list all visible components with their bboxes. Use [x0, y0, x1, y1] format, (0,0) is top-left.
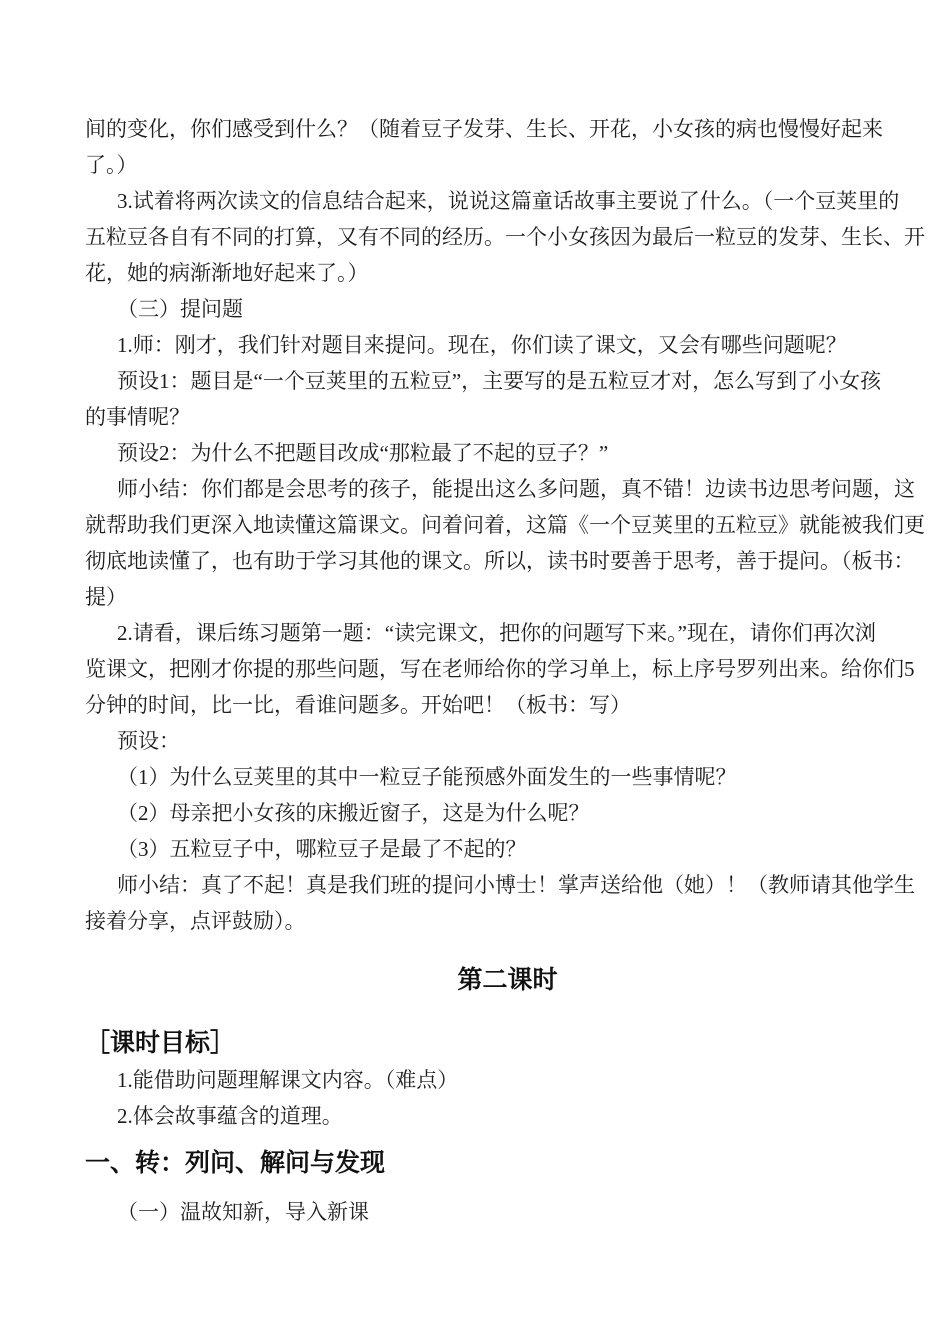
paragraph — [85, 867, 930, 939]
paragraph — [85, 435, 930, 471]
paragraph — [85, 1062, 930, 1098]
text-line: 览课文，把刚才你提的那些问题，写在老师给你的学习单上，标上序号罗列出来。给你们5 — [85, 657, 915, 681]
text-line: 花，她的病渐渐地好起来了。） — [85, 261, 369, 285]
text-line: 师小结：你们都是会思考的孩子，能提出这么多问题，真不错！边读书边思考问题，这 — [117, 477, 915, 501]
paragraph — [85, 1194, 930, 1230]
text-line: 五粒豆各自有不同的打算，又有不同的经历。一个小女孩因为最后一粒豆的发芽、生长、开 — [85, 225, 925, 249]
paragraph — [85, 327, 930, 363]
text-line: 预设2：为什么不把题目改成“那粒最了不起的豆子？” — [117, 441, 609, 465]
text-line: 1.师：刚才，我们针对题目来提问。现在，你们读了课文，又会有哪些问题呢？ — [117, 333, 847, 357]
text-line: 分钟的时间，比一比，看谁问题多。开始吧！（板书：写） — [85, 693, 631, 717]
text-line: 1.能借助问题理解课文内容。（难点） — [117, 1068, 459, 1092]
paragraph — [85, 111, 930, 183]
paragraph — [85, 363, 930, 435]
paragraph — [85, 795, 930, 831]
heading-second-lesson-period: 第二课时 — [457, 966, 558, 994]
text-line: 预设： — [117, 729, 180, 753]
paragraph — [85, 615, 930, 723]
text-line: （3）五粒豆子中，哪粒豆子是最了不起的？ — [117, 837, 527, 861]
text-line: 预设1：题目是“一个豆荚里的五粒豆”，主要写的是五粒豆才对，怎么写到了小女孩 — [117, 369, 882, 393]
heading-lesson-objectives: ［课时目标］ — [85, 1029, 236, 1057]
text-line: 师小结：真了不起！真是我们班的提问小博士！掌声送给他（她）！（教师请其他学生 — [117, 873, 915, 897]
text-line: 彻底地读懂了，也有助于学习其他的课文。所以，读书时要善于思考，善于提问。（板书： — [85, 549, 915, 573]
text-line: 3.试着将两次读文的信息结合起来，说说这篇童话故事主要说了什么。（一个豆荚里的 — [117, 189, 900, 213]
text-line: 了。） — [85, 153, 138, 177]
paragraph — [85, 1098, 930, 1134]
paragraph — [85, 723, 930, 759]
text-line: （1）为什么豆荚里的其中一粒豆子能预感外面发生的一些事情呢？ — [117, 765, 737, 789]
text-line: 2.请看，课后练习题第一题：“读完课文，把你的问题写下来。”现在，请你们再次浏 — [117, 621, 876, 645]
text-line: （2）母亲把小女孩的床搬近窗子，这是为什么呢？ — [117, 801, 590, 825]
text-line: 提） — [85, 585, 127, 609]
text-line: 就帮助我们更深入地读懂这篇课文。问着问着，这篇《一个豆荚里的五粒豆》就能被我们更 — [85, 513, 925, 537]
paragraph — [85, 831, 930, 867]
text-line: 的事情呢？ — [85, 405, 190, 429]
paragraph — [85, 471, 930, 615]
paragraph — [85, 759, 930, 795]
heading-section-one: 一、转：列问、解问与发现 — [85, 1149, 386, 1177]
text-line: 间的变化，你们感受到什么？（随着豆子发芽、生长、开花，小女孩的病也慢慢好起来 — [85, 117, 883, 141]
text-line: 接着分享，点评鼓励）。 — [85, 909, 306, 933]
text-line: （三）提问题 — [117, 297, 243, 321]
paragraph — [85, 183, 930, 291]
text-line: 2.体会故事蕴含的道理。 — [117, 1104, 343, 1128]
paragraph — [85, 291, 930, 327]
text-line: （一）温故知新，导入新课 — [117, 1200, 369, 1224]
